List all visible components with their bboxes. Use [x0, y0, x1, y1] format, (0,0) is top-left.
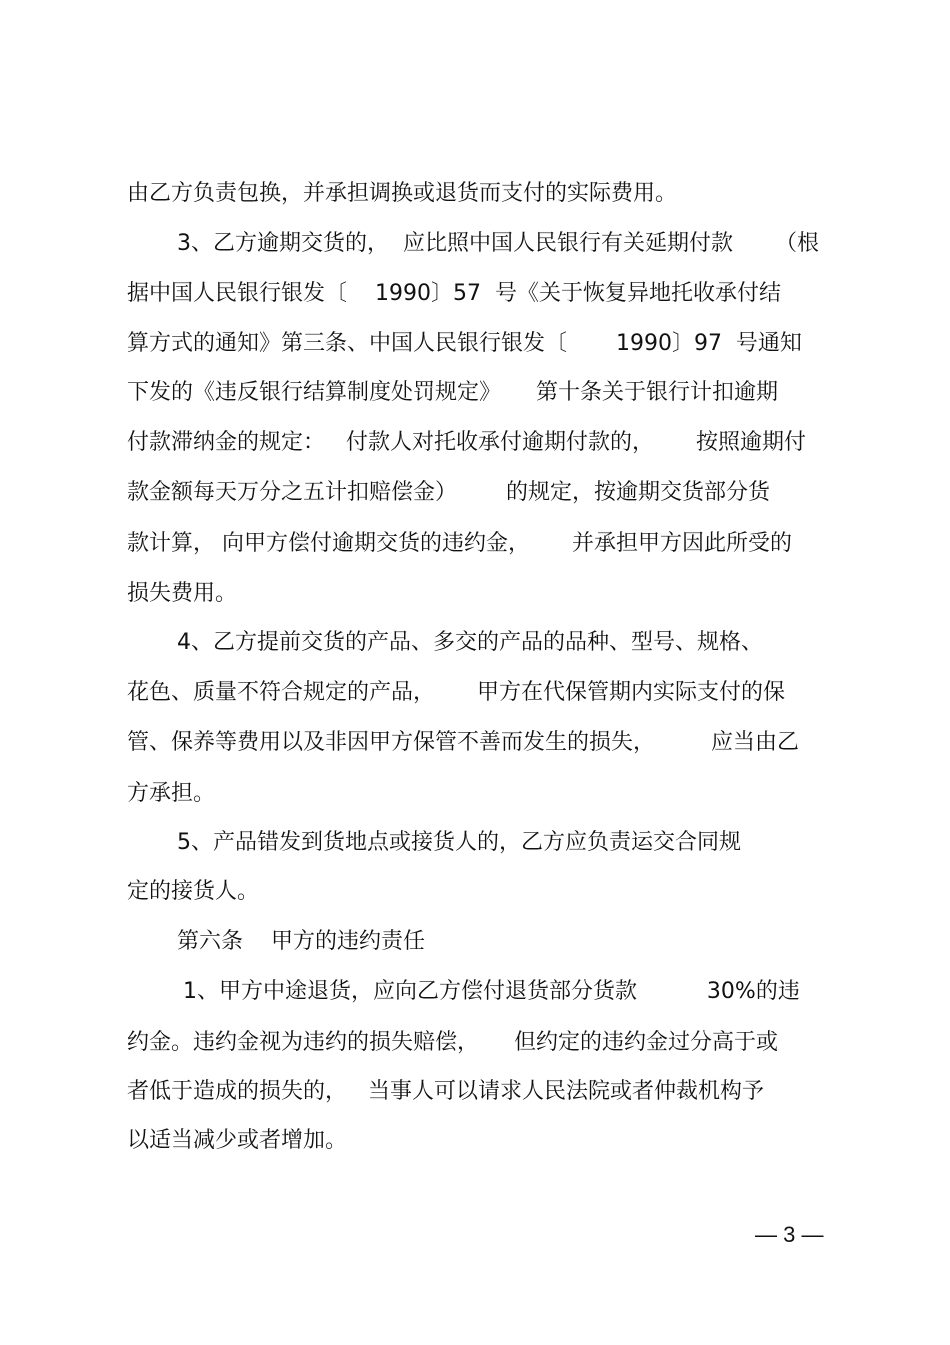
- text-line: 管、保养等费用以及非因甲方保管不善而发生的损失， 应当由乙: [127, 730, 799, 755]
- text-line: 损失费用。: [127, 581, 238, 606]
- text-line: 花色、质量不符合规定的产品， 甲方在代保管期内实际支付的保: [127, 680, 785, 705]
- text-line: 下发的《违反银行结算制度处罚规定》 第十条关于银行计扣逾期: [127, 380, 778, 405]
- text-line: 约金。违约金视为违约的损失赔偿， 但约定的违约金过分高于或: [127, 1030, 778, 1055]
- text-line: 款金额每天万分之五计扣赔偿金） 的规定，按逾期交货部分货: [127, 480, 770, 505]
- text-line: 5、产品错发到货地点或接货人的，乙方应负责运交合同规: [177, 830, 741, 855]
- text-line: 方承担。: [127, 781, 216, 806]
- text-line: 款计算， 向甲方偿付逾期交货的违约金， 并承担甲方因此所受的: [127, 531, 792, 556]
- page-number: — 3 —: [755, 1222, 824, 1247]
- text-line: 算方式的通知》第三条、中国人民银行银发〔 1990〕97 号通知: [127, 331, 802, 356]
- text-line: 4、乙方提前交货的产品、多交的产品的品种、型号、规格、: [177, 630, 763, 655]
- text-line: 据中国人民银行银发〔 1990〕57 号《关于恢复异地托收承付结: [127, 281, 781, 306]
- text-line: 以适当减少或者增加。: [127, 1128, 348, 1153]
- section-heading: 第六条 甲方的违约责任: [177, 929, 425, 954]
- text-line: 由乙方负责包换，并承担调换或退货而支付的实际费用。: [127, 181, 678, 206]
- text-line: 付款滞纳金的规定： 付款人对托收承付逾期付款的， 按照逾期付: [127, 430, 806, 455]
- text-line: 1、甲方中途退货，应向乙方偿付退货部分货款 30%的违: [183, 979, 800, 1004]
- text-line: 定的接货人。: [127, 879, 260, 904]
- text-line: 3、乙方逾期交货的， 应比照中国人民银行有关延期付款 （根: [177, 231, 819, 256]
- text-line: 者低于造成的损失的， 当事人可以请求人民法院或者仲裁机构予: [127, 1079, 764, 1104]
